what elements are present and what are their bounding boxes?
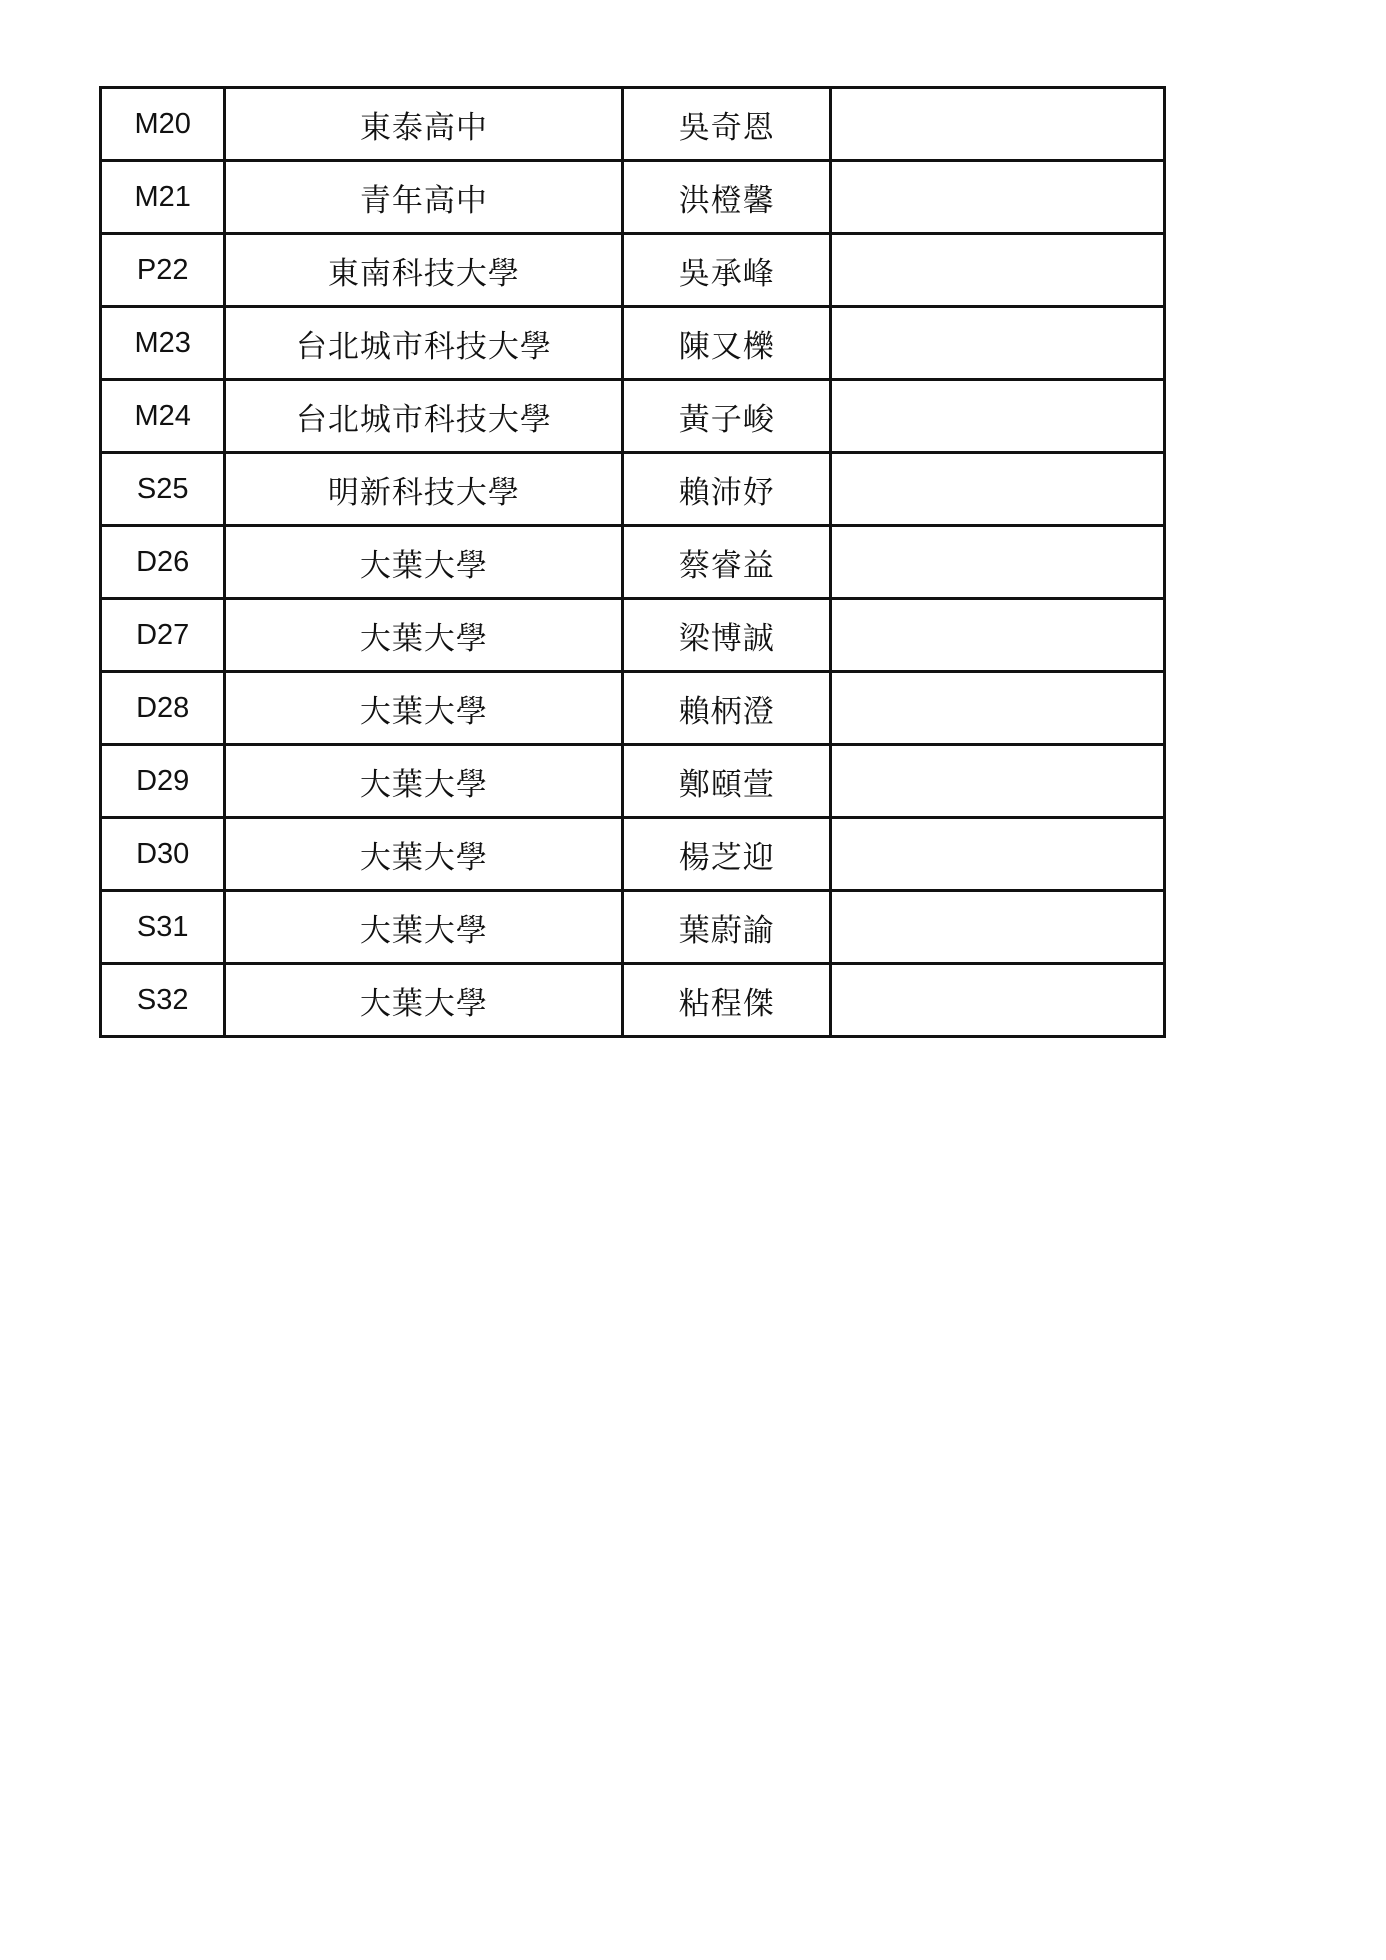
row-id-cell: M20	[101, 88, 225, 161]
row-name-cell: 梁博誠	[623, 599, 831, 672]
row-school-cell: 大葉大學	[225, 891, 623, 964]
roster-body	[101, 88, 1165, 1037]
row-note-cell	[831, 453, 1165, 526]
table-row	[101, 526, 1165, 599]
row-id-cell: D30	[101, 818, 225, 891]
row-id-cell: S32	[101, 964, 225, 1037]
row-school-cell: 大葉大學	[225, 818, 623, 891]
row-id-cell: D27	[101, 599, 225, 672]
roster-table	[99, 86, 1166, 1038]
table-row	[101, 891, 1165, 964]
table-row	[101, 672, 1165, 745]
row-name-cell: 粘程傑	[623, 964, 831, 1037]
row-note-cell	[831, 307, 1165, 380]
table-row	[101, 380, 1165, 453]
row-school-cell: 青年高中	[225, 161, 623, 234]
row-school-cell: 大葉大學	[225, 745, 623, 818]
table-row	[101, 161, 1165, 234]
row-note-cell	[831, 818, 1165, 891]
row-name-cell: 蔡睿益	[623, 526, 831, 599]
row-id-cell: D26	[101, 526, 225, 599]
row-note-cell	[831, 964, 1165, 1037]
row-id-cell: M23	[101, 307, 225, 380]
row-id-cell: D28	[101, 672, 225, 745]
row-school-cell: 東南科技大學	[225, 234, 623, 307]
row-school-cell: 大葉大學	[225, 599, 623, 672]
table-row	[101, 88, 1165, 161]
row-name-cell: 吳奇恩	[623, 88, 831, 161]
row-name-cell: 楊芝迎	[623, 818, 831, 891]
table-row	[101, 453, 1165, 526]
row-name-cell: 葉蔚諭	[623, 891, 831, 964]
row-note-cell	[831, 380, 1165, 453]
row-id-cell: S25	[101, 453, 225, 526]
row-note-cell	[831, 161, 1165, 234]
row-school-cell: 大葉大學	[225, 672, 623, 745]
row-note-cell	[831, 526, 1165, 599]
row-id-cell: M21	[101, 161, 225, 234]
table-row	[101, 964, 1165, 1037]
row-name-cell: 賴柄澄	[623, 672, 831, 745]
row-note-cell	[831, 234, 1165, 307]
table-row	[101, 818, 1165, 891]
row-school-cell: 大葉大學	[225, 526, 623, 599]
table-row	[101, 307, 1165, 380]
row-note-cell	[831, 599, 1165, 672]
row-name-cell: 吳承峰	[623, 234, 831, 307]
row-id-cell: P22	[101, 234, 225, 307]
row-school-cell: 大葉大學	[225, 964, 623, 1037]
row-id-cell: M24	[101, 380, 225, 453]
row-name-cell: 洪橙馨	[623, 161, 831, 234]
row-name-cell: 賴沛妤	[623, 453, 831, 526]
row-school-cell: 明新科技大學	[225, 453, 623, 526]
row-note-cell	[831, 88, 1165, 161]
row-id-cell: S31	[101, 891, 225, 964]
row-name-cell: 黃子峻	[623, 380, 831, 453]
row-school-cell: 台北城市科技大學	[225, 307, 623, 380]
row-name-cell: 鄭頤萱	[623, 745, 831, 818]
row-note-cell	[831, 891, 1165, 964]
row-school-cell: 東泰高中	[225, 88, 623, 161]
table-row	[101, 745, 1165, 818]
row-name-cell: 陳又櫟	[623, 307, 831, 380]
row-id-cell: D29	[101, 745, 225, 818]
table-row	[101, 599, 1165, 672]
row-note-cell	[831, 672, 1165, 745]
row-note-cell	[831, 745, 1165, 818]
row-school-cell: 台北城市科技大學	[225, 380, 623, 453]
table-row	[101, 234, 1165, 307]
